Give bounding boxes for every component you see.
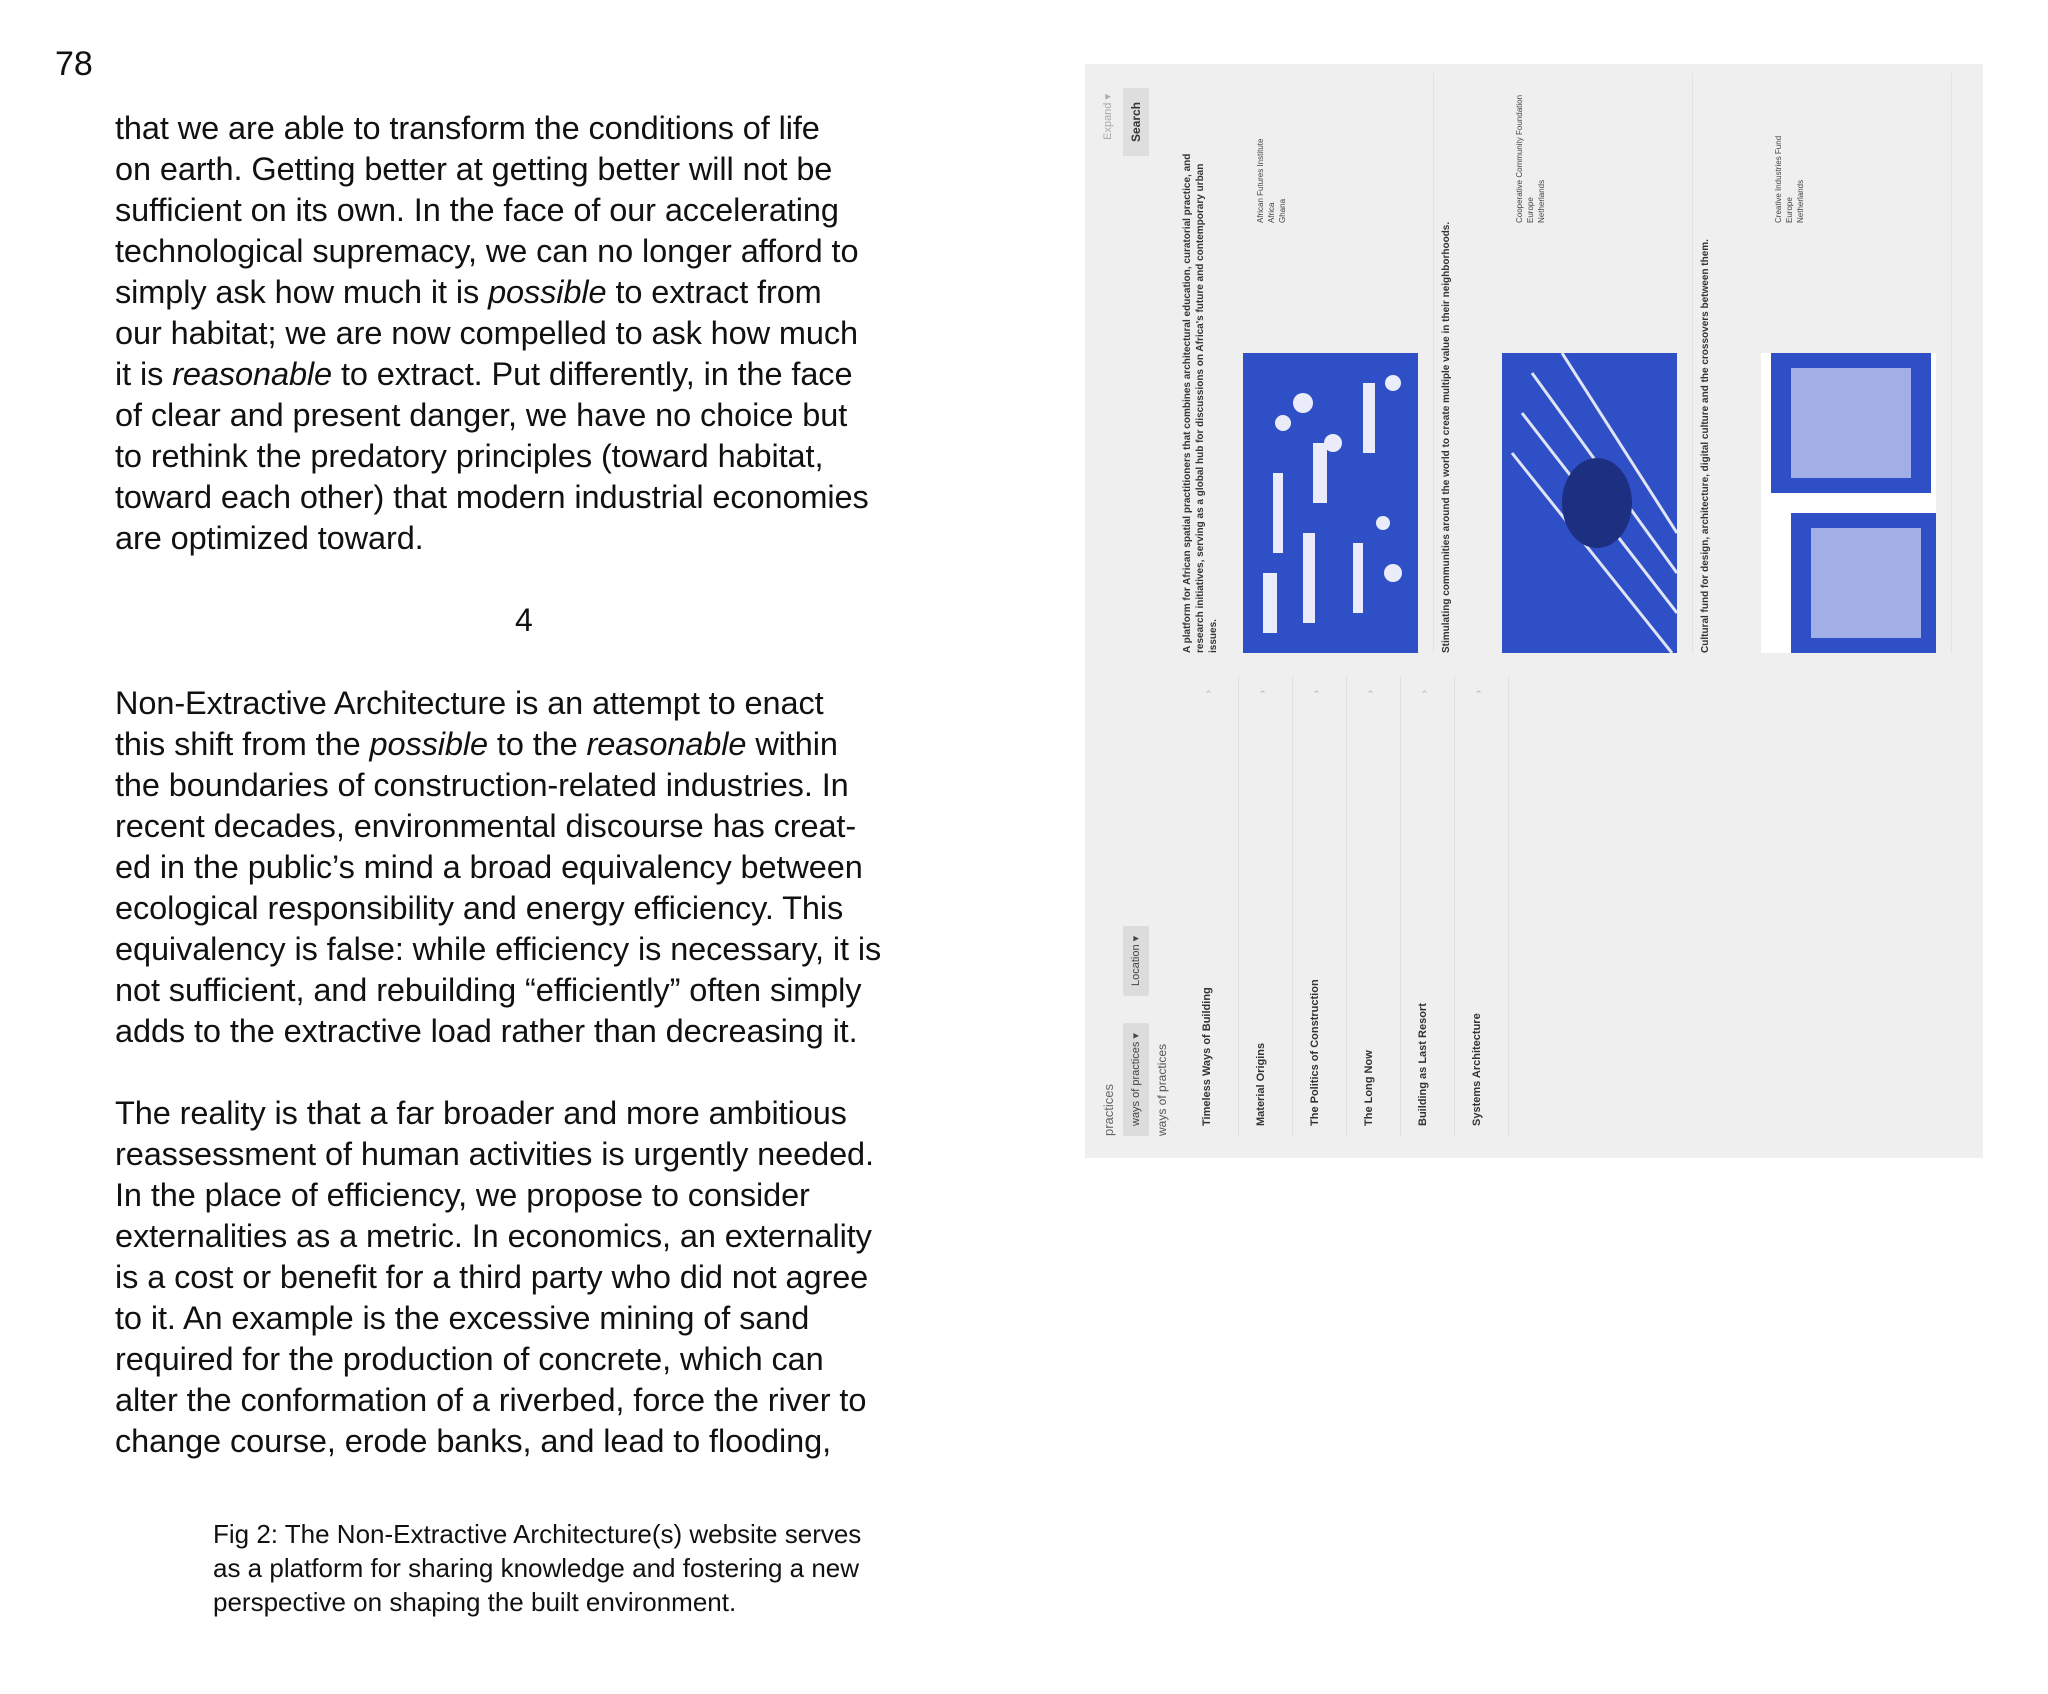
chevron-right-icon: ›	[1203, 690, 1214, 694]
chevron-right-icon: ›	[1311, 690, 1322, 694]
line: our habitat; we are now compelled to ask how much	[115, 315, 858, 351]
line: not sufficient, and rebuilding “efficiently” often simply	[115, 972, 862, 1008]
line: adds to the extractive load rather than decreasing it.	[115, 1013, 858, 1049]
line: the boundaries of construction-related industries. In	[115, 767, 849, 803]
ways-sidebar	[1155, 676, 1509, 1136]
line: recent decades, environmental discourse has creat-	[115, 808, 857, 844]
line: In the place of efficiency, we propose to consider	[115, 1177, 810, 1213]
line: to rethink the predatory principles (toward habitat,	[115, 438, 824, 474]
caption-line: as a platform for sharing knowledge and fostering a new	[213, 1553, 860, 1583]
line: The reality is that a far broader and more ambitious	[115, 1095, 847, 1131]
line: to extract. Put differently, in the face	[340, 356, 853, 392]
card-meta: Cooperative Community Foundation Europe Netherlands	[1515, 94, 1546, 223]
page-number: 78	[55, 45, 93, 83]
paragraph-2	[115, 683, 945, 1052]
chevron-right-icon: ›	[1473, 690, 1484, 694]
line: change course, erode banks, and lead to flooding,	[115, 1423, 832, 1459]
sidebar-item-title: The Politics of Construction	[1309, 979, 1321, 1126]
line: ecological responsibility and energy efficiency. This	[115, 890, 844, 926]
card-description: Cultural fund for design, architecture, digital culture and the crossovers between them.	[1700, 239, 1711, 653]
line: required for the production of concrete, which can	[115, 1341, 824, 1377]
line: sufficient on its own. In the face of our accelerating	[115, 192, 839, 228]
sidebar-item[interactable]	[1185, 676, 1239, 1136]
card-image	[1502, 353, 1677, 653]
line: within	[755, 726, 838, 762]
sidebar-item[interactable]	[1293, 676, 1347, 1136]
expand-toggle[interactable]: Expand ▾	[1102, 94, 1114, 140]
card-image	[1761, 353, 1936, 653]
line: of clear and present danger, we have no choice but	[115, 397, 848, 433]
card-meta: African Futures Institute Africa Ghana	[1256, 138, 1287, 223]
caption-line: perspective on shaping the built environment.	[213, 1587, 737, 1617]
practice-card[interactable]	[1693, 73, 1952, 653]
line: alter the conformation of a riverbed, force the river to	[115, 1382, 867, 1418]
chevron-right-icon: ›	[1419, 690, 1430, 694]
emphasis-possible: possible	[488, 274, 607, 310]
sidebar-item-title: Timeless Ways of Building	[1201, 987, 1213, 1126]
emphasis-possible: possible	[369, 726, 488, 762]
practice-cards	[1175, 73, 1952, 653]
line: simply ask how much it is	[115, 274, 480, 310]
practice-card[interactable]	[1175, 73, 1434, 653]
line: it is	[115, 356, 164, 392]
line: that we are able to transform the conditions of life	[115, 110, 820, 146]
construction-photo-graphic	[1502, 353, 1677, 653]
sidebar-item[interactable]	[1239, 676, 1293, 1136]
emphasis-reasonable: reasonable	[586, 726, 747, 762]
location-filter-dropdown[interactable]: Location ▾	[1123, 926, 1149, 996]
line: externalities as a metric. In economics, an externality	[115, 1218, 872, 1254]
sidebar-item[interactable]	[1401, 676, 1455, 1136]
card-description: A platform for African spatial practitioners that combines architectural education, curatorial practice, and research initiatives, serving as a global hub for discussions on Africa's future and contemporary urban issues.	[1182, 153, 1219, 653]
line: this shift from the	[115, 726, 361, 762]
practice-card[interactable]	[1434, 73, 1693, 653]
line: to extract from	[615, 274, 822, 310]
paragraph-3	[115, 1093, 945, 1462]
line: ed in the public’s mind a broad equivalency between	[115, 849, 863, 885]
line: reassessment of human activities is urgently needed.	[115, 1136, 874, 1172]
exhibition-photo-graphic	[1761, 353, 1936, 653]
line: are optimized toward.	[115, 520, 424, 556]
card-image	[1243, 353, 1418, 653]
caption-line: Fig 2: The Non-Extractive Architecture(s) website serves	[213, 1519, 862, 1549]
sidebar-item-title: Systems Architecture	[1471, 1013, 1483, 1126]
figure-caption	[213, 1517, 933, 1619]
site-header	[1099, 84, 1149, 1136]
chevron-right-icon: ›	[1365, 690, 1376, 694]
website-screenshot-figure	[1085, 64, 1983, 1158]
sidebar-title: ways of practices	[1155, 1043, 1169, 1136]
line: Non-Extractive Architecture is an attempt to enact	[115, 685, 824, 721]
card-meta: Creative Industries Fund Europe Netherlands	[1774, 135, 1805, 223]
sidebar-item-title: Building as Last Resort	[1417, 1003, 1429, 1126]
line: to it. An example is the excessive mining of sand	[115, 1300, 810, 1336]
sidebar-item[interactable]	[1455, 676, 1509, 1136]
sidebar-item[interactable]	[1347, 676, 1401, 1136]
line: equivalency is false: while efficiency is necessary, it is	[115, 931, 882, 967]
paragraph-1	[115, 108, 945, 559]
website-page	[1085, 64, 1983, 1158]
card-description: Stimulating communities around the world to create multiple value in their neighborhoods.	[1441, 221, 1452, 653]
aerial-photo-graphic	[1243, 353, 1418, 653]
line: is a cost or benefit for a third party who did not agree	[115, 1259, 869, 1295]
search-button[interactable]: Search	[1123, 88, 1149, 156]
line: on earth. Getting better at getting better will not be	[115, 151, 833, 187]
line: toward each other) that modern industrial economies	[115, 479, 869, 515]
line: to the	[496, 726, 578, 762]
practices-label[interactable]: practices	[1101, 1083, 1116, 1136]
section-number: 4	[515, 602, 533, 638]
sidebar-item-title: Material Origins	[1255, 1042, 1267, 1126]
ways-filter-dropdown[interactable]: ways of practices ▾	[1123, 1023, 1149, 1136]
line: technological supremacy, we can no longer afford to	[115, 233, 859, 269]
emphasis-reasonable: reasonable	[172, 356, 333, 392]
chevron-right-icon: ›	[1257, 690, 1268, 694]
sidebar-item-title: The Long Now	[1363, 1050, 1375, 1126]
